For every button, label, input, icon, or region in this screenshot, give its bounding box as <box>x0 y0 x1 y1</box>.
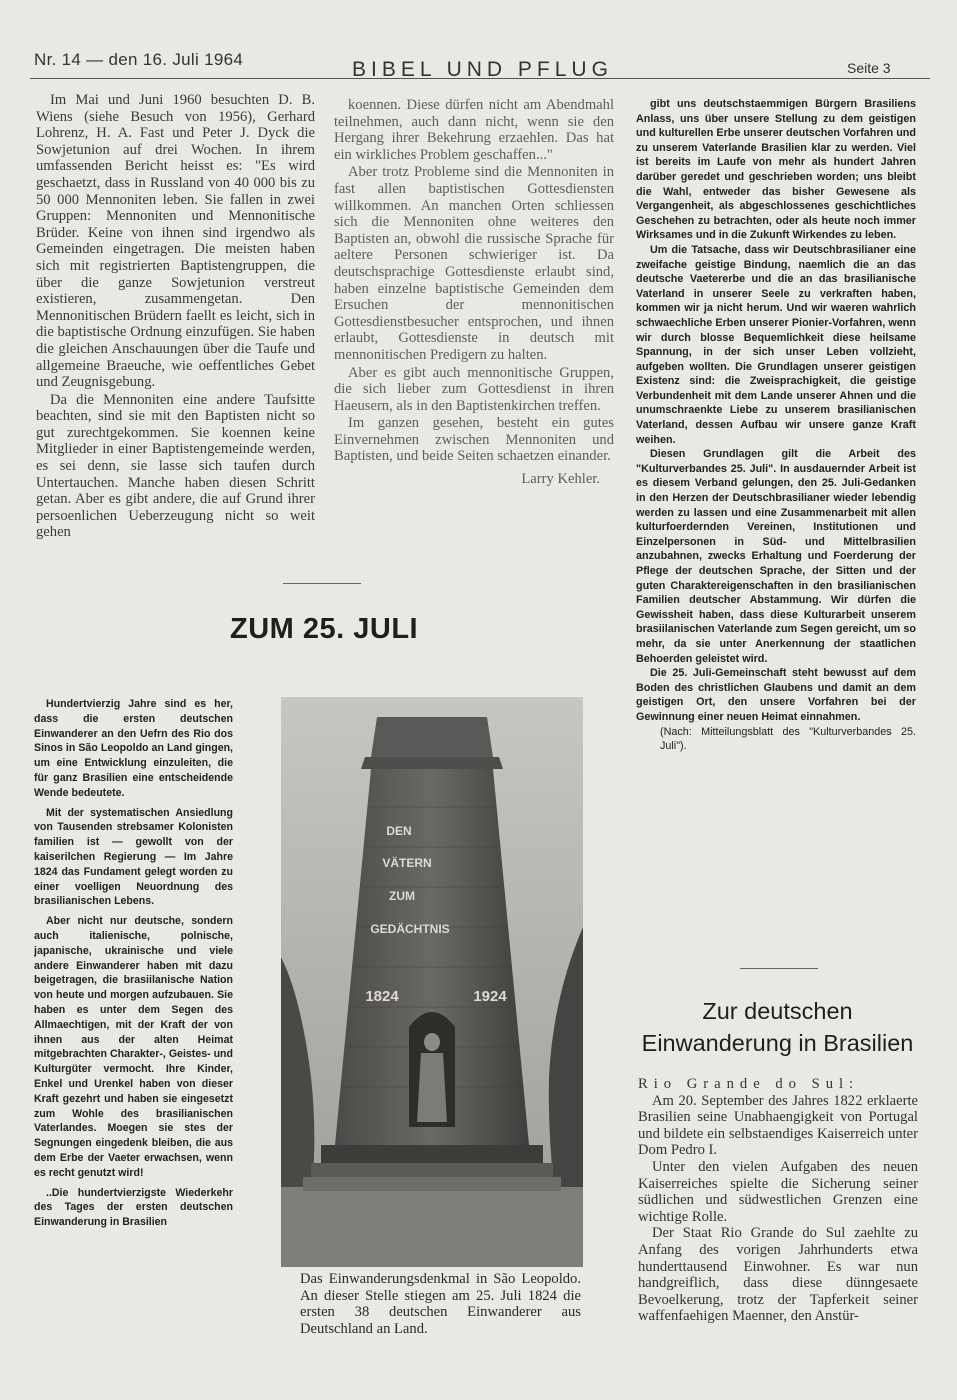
paragraph: Unter den vielen Aufgaben des neuen Kaiserreiches spielte die Sicherung seiner südlichen und südwestlichen Grenzen eine wichtige Rolle. <box>638 1158 918 1225</box>
divider-rule <box>740 968 818 969</box>
column-kulturverband <box>636 97 916 754</box>
issue-date: Nr. 14 — den 16. Juli 1964 <box>34 50 244 69</box>
paragraph: Im ganzen gesehen, besteht ein gutes Einvernehmen zwischen Mennoniten und Baptisten, und beide Seiten schaetzen einander. <box>334 415 614 465</box>
paragraph: Mit der systematischen Ansiedlung von Tausenden strebsamer Kolonisten familien ist — gewollt von der kaiserilchen Regierung — Im Jahre 1824 das Fundament gelegt worden zu einer voelligen Neuordnung des brasilianischen Lebens. <box>34 806 233 908</box>
column-mennoniten-part1 <box>36 92 315 541</box>
paragraph: koennen. Diese dürfen nicht am Abendmahl teilnehmen, auch dann nicht, wenn sie den Hergang ihrer Bekehrung erzaehlen. Das hat ein wirkliches Problem geschaffen..." <box>334 97 614 163</box>
column-zum-25-juli <box>34 697 233 1230</box>
paragraph: Aber nicht nur deutsche, sondern auch italienische, polnische, japanische, ukrainische und viele andere Einwanderer haben mit dazu beigetragen, die brasiilanische Nation von heute und morgen aufzubauen. Sie haben es unter dem Segen des Allmaechtigen, mit der Kraft der von ihnen aus der alten Heimat mitgebrachten Charakter-, Geistes- und Kulturgüter vermocht. Ihre Kinder, Enkel und Urenkel haben von dieser Kraft gezehrt und haben sie eingesetzt zum Wohle des brasilianischen Vaterlandes. Moegen sie stes der Segnungen eingedenk bleiben, die aus dem Erbe der Vaeter erwachsen, wenn es recht genutzt wird! <box>34 915 233 1179</box>
inscription-year: 1824 <box>365 988 399 1005</box>
divider-rule <box>283 583 361 584</box>
paragraph: Der Staat Rio Grande do Sul zaehlte zu Anfang des vorigen Jahrhunderts etwa hunderttausend Einwohner. Es war nun handgreiflich, dass diese dünngesaete Bevoelkerung, trotz der Tapferkeit seiner waffenfaehigen Maenner, den Anstür- <box>638 1225 918 1325</box>
paragraph: Im Mai und Juni 1960 besuchten D. B. Wiens (siehe Besuch von 1956), Gerhard Lohrenz, H. A. Fast und Peter J. Dyck die Sowjetunion auf drei Wochen. In ihrem umfassenden Bericht heisst es: "Es wird geschaetzt, dass in Russland von 40 000 bis zu 50 000 Mennoniten leben. Sie fallen in zwei Gruppen: Mennoniten und Mennonitische Brüder. Keine von ihnen sind irgendwo als Gemeinden eingetragen. Die meisten haben sich mit registrierten Baptistengruppen, die über die ganze Sowjetunion verstreut existieren, zusammengetan. Den Mennonitischen Brüdern faellt es leicht, sich in die baptistische Ordnung einzufügen. Sie haben die gleichen Anschauungen über die Taufe und allgemeine Braeuche, wie oeffentliches Gebet und Zeugnisgebung. <box>36 92 315 391</box>
photo-caption: Das Einwanderungsdenkmal in São Leopoldo. An dieser Stelle stiegen am 25. Juli 1824 die ersten 38 deutschen Einwanderer aus Deutschland an Land. <box>300 1271 581 1337</box>
paragraph: Aber trotz Probleme sind die Mennoniten in fast allen baptistischen Gottesdiensten willkommen. An manchen Orten schliessen sich die Mennoniten ohne weiteres den Baptisten an, obwohl die russische Sprache für aeltere Personen schwieriger ist. Da deutschsprachige Gottesdienste erlaubt sind, haben einzelne baptistische Gemeinden dem Ersuchen der mennonitischen Gottesdienstbesucher entsprochen, und ihnen erlaubt, Gottesdienste in deutsch mit mennonitischen Predigern zu halten. <box>334 164 614 363</box>
inscription-line: ZUM <box>389 889 415 903</box>
column-einwanderung <box>638 1076 918 1325</box>
masthead-title: BIBEL UND PFLUG <box>352 58 613 81</box>
paragraph: Diesen Grundlagen gilt die Arbeit des "Kulturverbandes 25. Juli". In ausdauernder Arbeit ist es diesem Verband gelungen, den 25. Juli-Gedanken in den Herzen der Deutschbrasilianer wieder lebendig werden zu lassen und eine Zusammenarbeit mit allen kulturfoerdernden Vereinen, Institutionen und Einzelpersonen in Süd- und Mittelbrasilien anzubahnen, zwecks Erhaltung und Foerderung der Pflege der deutschen Sprache, der Sitten und der guten Charaktereigenschaften in den brasilianischen Familien deutscher Abstammung. Wir dürfen die Gewissheit haben, dass diese Kulturarbeit unserem brasiilanischen Vaterlande zum Segen gereicht, um so mehr, da sie unter Anerkennung der staatlichen Behoerden geleistet wird. <box>636 448 916 665</box>
article-title-einwanderung: Zur deutschen Einwanderung in Brasilien <box>641 998 914 1056</box>
inscription-line: DEN <box>386 824 412 838</box>
dateline: Rio Grande do Sul: <box>638 1076 860 1092</box>
paragraph: Die 25. Juli-Gemeinschaft steht bewusst auf dem Boden des christlichen Glaubens und damit an dem geistigen Ort, den unsere Vorfahren bei der Gewinnung einer neuen Heimat einnahmen. <box>636 667 916 723</box>
headline-zum-25-juli: ZUM 25. JULI <box>230 613 419 645</box>
author-signature: Larry Kehler. <box>521 471 600 488</box>
column-mennoniten-part2 <box>334 97 614 488</box>
monument-photo <box>281 697 583 1267</box>
paragraph: Da die Mennoniten eine andere Taufsitte beachten, sind sie mit den Baptisten nicht so gut zurechtgekommen. Sie koennen keine Mitglieder in einer Baptistengemeinde werden, es sei denn, sie lasse sich taufen durch Untertauchen. Manche haben diesen Schritt getan. Aber es gibt andere, die auf Grund ihrer persoenlichen Ueberzeugung nicht so weit gehen <box>36 391 315 541</box>
inscription-year: 1924 <box>473 988 507 1005</box>
paragraph: Hundertvierzig Jahre sind es her, dass die ersten deutschen Einwanderer an den Uefrn des Rio dos Sinos in São Leopoldo an Land gingen, um eine Entwicklung einzuleiten, die für ganz Brasilien eine entscheidende Wende bedeutete. <box>34 698 233 799</box>
paragraph: Aber es gibt auch mennonitische Gruppen, die sich lieber zum Gottesdienst in ihren Haeusern, als in den Baptistenkirchen treffen. <box>334 364 614 414</box>
page-number: Seite 3 <box>847 60 891 76</box>
paragraph: ..Die hundertvierzigste Wiederkehr des Tages der ersten deutschen Einwanderung in Brasilien <box>34 1186 233 1229</box>
paragraph: Am 20. September des Jahres 1822 erklaerte Brasilien seine Unabhaengigkeit von Portugal und bildete ein selbstaendiges Kaiserreich unter Dom Pedro I. <box>638 1092 918 1159</box>
inscription-line: GEDÄCHTNIS <box>370 922 450 936</box>
inscription-line: VÄTERN <box>382 856 432 870</box>
header-rule <box>30 78 930 79</box>
source-note: (Nach: Mitteilungsblatt des "Kulturverbandes 25. Juli"). <box>660 725 916 753</box>
paragraph: Um die Tatsache, dass wir Deutschbrasilianer eine zweifache geistige Bindung, naemlich die an das deutsche Vaetererbe und die an das brasilianische Vaterland in unserer Seele zu verkraften haben, kommen wir ja nicht herum. Und wir waeren wahrlich schwaechliche Erben unserer Pionier-Vorfahren, wenn wir durch blosse Bequemlichkeit diese heilsame Spannung, in der sich unser Leben vollzieht, aufgeben wollten. Die Grundlagen unserer geistigen Existenz sind: die Zweisprachigkeit, die geistige Verbundenheit mit dem Lande unserer Ahnen und die unumschraenkte Liebe zu unserem brasilianischen Vaterland, dessen Aufbau wir unsere ganze Kraft weihen. <box>636 243 916 446</box>
paragraph: gibt uns deutschstaemmigen Bürgern Brasiliens Anlass, uns über unsere Stellung zu dem geistigen und kulturellen Erbe unserer deutschen Vorfahren und zu unserem Vaterlande Brasilien klar zu werden. Viel ist bereits im Laufe von mehr als hundert Jahren darüber geredet und geschrieben worden; uns bleibt die Wahl, entweder das bisher Gewesene als Vergangenheit, als abgeschlossenes geschichtliches Geschehen zu betrachten, oder als heute noch immer Wirksames und in die Zukunft Wirkendes zu leben. <box>636 98 916 242</box>
